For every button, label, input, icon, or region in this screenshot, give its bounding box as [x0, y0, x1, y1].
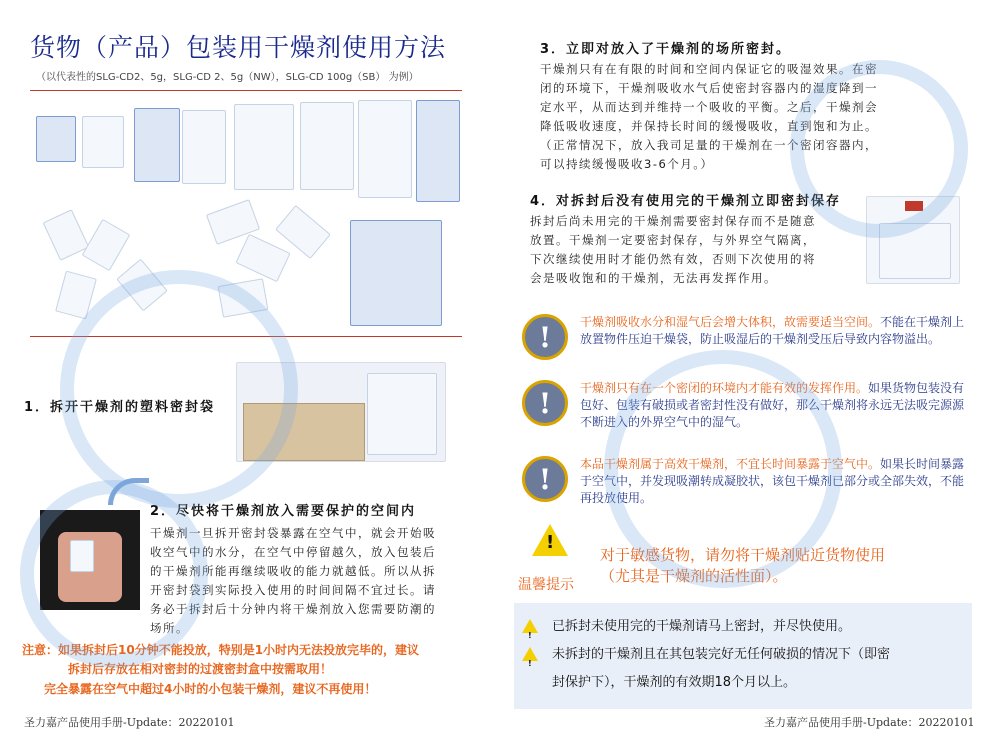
warning-highlight: 本品干燥剂属于高效干燥剂，不宜长时间暴露于空气中。: [580, 457, 881, 471]
warning-body: 如果长时间暴露于空气中，并发现吸潮转成凝胶状，该包干燥剂已部分或全部失效，不能再投放使用。: [580, 457, 965, 505]
tip-label: 温馨提示: [518, 577, 574, 593]
packet-image: [350, 220, 442, 326]
caution-icon: !: [522, 619, 538, 633]
caution-mark: !: [546, 532, 555, 553]
tip-line: 对于敏感货物，请勿将干燥剂贴近货物使用: [600, 546, 886, 564]
footer-left: 圣力嘉产品使用手册-Update：20220101: [24, 716, 235, 729]
text-line: 降低吸收速度，并保持长时间的缓慢吸收，直到饱和为止。: [540, 119, 878, 133]
packet-image: [234, 104, 294, 190]
divider: [30, 90, 462, 91]
notice-line: 注意：如果拆封后10分钟不能投放，特别是1小时内无法投放完毕的，建议: [22, 643, 420, 657]
page-title: 货物（产品）包装用干燥剂使用方法: [30, 33, 447, 62]
text-line: 的干燥剂所能再继续吸收的能力就越低。所以从拆: [150, 564, 436, 578]
packet-image: [36, 116, 76, 162]
warning-highlight: 干燥剂吸收水分和湿气后会增大体积，故需要适当空间。: [580, 315, 881, 329]
step-1-heading: 1．拆开干燥剂的塑料密封袋: [24, 400, 216, 415]
packet-image: [416, 100, 460, 202]
watermark-logo: [790, 60, 968, 238]
info-row: [522, 641, 890, 669]
step-4-heading: 4．对拆封后没有使用完的干燥剂立即密封保存: [530, 194, 842, 209]
packet-image: [300, 102, 354, 190]
text-line: 务必于拆封后十分钟内将干燥剂放入您需要防潮的: [150, 602, 436, 616]
info-text: 封保护下），干燥剂的有效期18个月以上。: [552, 675, 797, 690]
text-line: （正常情况下，放入我司足量的干燥剂在一个密闭容器内，: [540, 138, 878, 152]
sealed-bag: [367, 373, 437, 455]
info-row: [552, 669, 796, 697]
warning-icon: !: [522, 456, 568, 502]
notice-line: 拆封后存放在相对密封的过渡密封盒中按需取用！: [68, 662, 333, 676]
packet-image: [235, 234, 290, 282]
text-line: 干燥剂一旦拆开密封袋暴露在空气中，就会开始吸: [150, 526, 436, 540]
watermark-logo: [604, 350, 842, 588]
packet-image: [82, 116, 124, 168]
text-line: 干燥剂只有在有限的时间和空间内保证它的吸湿效果。在密: [540, 62, 878, 76]
caution-icon: [532, 524, 568, 556]
footer-right: 圣力嘉产品使用手册-Update：20220101: [764, 716, 975, 729]
watermark-logo: [60, 270, 298, 508]
step-3-heading: 3．立即对放入了干燥剂的场所密封。: [540, 42, 792, 57]
info-text: 已拆封未使用完的干燥剂请马上密封，并尽快使用。: [552, 619, 852, 634]
packet-image: [82, 219, 131, 271]
notice-line: 完全暴露在空气中超过4小时的小包装干燥剂，建议不再使用！: [44, 682, 377, 696]
text-line: 拆封后尚未用完的干燥剂需要密封保存而不是随意: [530, 214, 816, 228]
page-subtitle: （以代表性的SLG-CD2、5g，SLG-CD 2、5g（NW），SLG-CD 100g（SB） 为例）: [36, 72, 419, 83]
text-line: 收空气中的水分，在空气中停留越久，放入包装后: [150, 545, 436, 559]
warning-body: 如果货物包装没有包好、包装有破损或者密封性没有做好，那么干燥剂将永远无法吸完源源不断进入的外界空气中的湿气。: [580, 381, 965, 429]
text-line: 可以持续缓慢吸收3-6个月。）: [540, 157, 714, 171]
warning-body: 不能在干燥剂上放置物件压迫干燥袋，防止吸湿后的干燥剂受压后导致内容物溢出。: [580, 315, 965, 346]
warning-text: [580, 314, 966, 348]
text-line: 定水平，从而达到并维持一个吸收的平衡。之后，干燥剂会: [540, 100, 878, 114]
info-text: 未拆封的干燥剂且在其包装完好无任何破损的情况下（即密: [552, 647, 891, 662]
packet-image: [182, 110, 226, 184]
packet-image: [134, 108, 180, 182]
info-box: [514, 603, 972, 709]
step-2-heading: 2．尽快将干燥剂放入需要保护的空间内: [150, 504, 417, 519]
info-row: [522, 613, 851, 641]
caution-icon: !: [522, 647, 538, 661]
warning-highlight: 干燥剂只有在一个密闭的环境内才能有效的发挥作用。: [580, 381, 869, 395]
text-line: 闭的环境下，干燥剂吸收水气后使密封容器内的湿度降到一: [540, 81, 878, 95]
watermark-logo: [20, 480, 208, 668]
step-4-body: [530, 212, 862, 288]
text-line: 会是吸收饱和的干燥剂，无法再发挥作用。: [530, 271, 777, 285]
warning-icon: !: [522, 380, 568, 426]
packet-image: [358, 100, 412, 198]
text-line: 下次继续使用时才能仍然有效，否则下次使用的将: [530, 252, 816, 266]
text-line: 开密封袋到实际投入使用的时间间隔不宜过长。请: [150, 583, 436, 597]
text-line: 场所。: [150, 621, 189, 635]
tip-line: （尤其是干燥剂的活性面）。: [600, 567, 788, 585]
text-line: 放置。干燥剂一定要密封保存，与外界空气隔离，: [530, 233, 816, 247]
warning-icon: !: [522, 314, 568, 360]
